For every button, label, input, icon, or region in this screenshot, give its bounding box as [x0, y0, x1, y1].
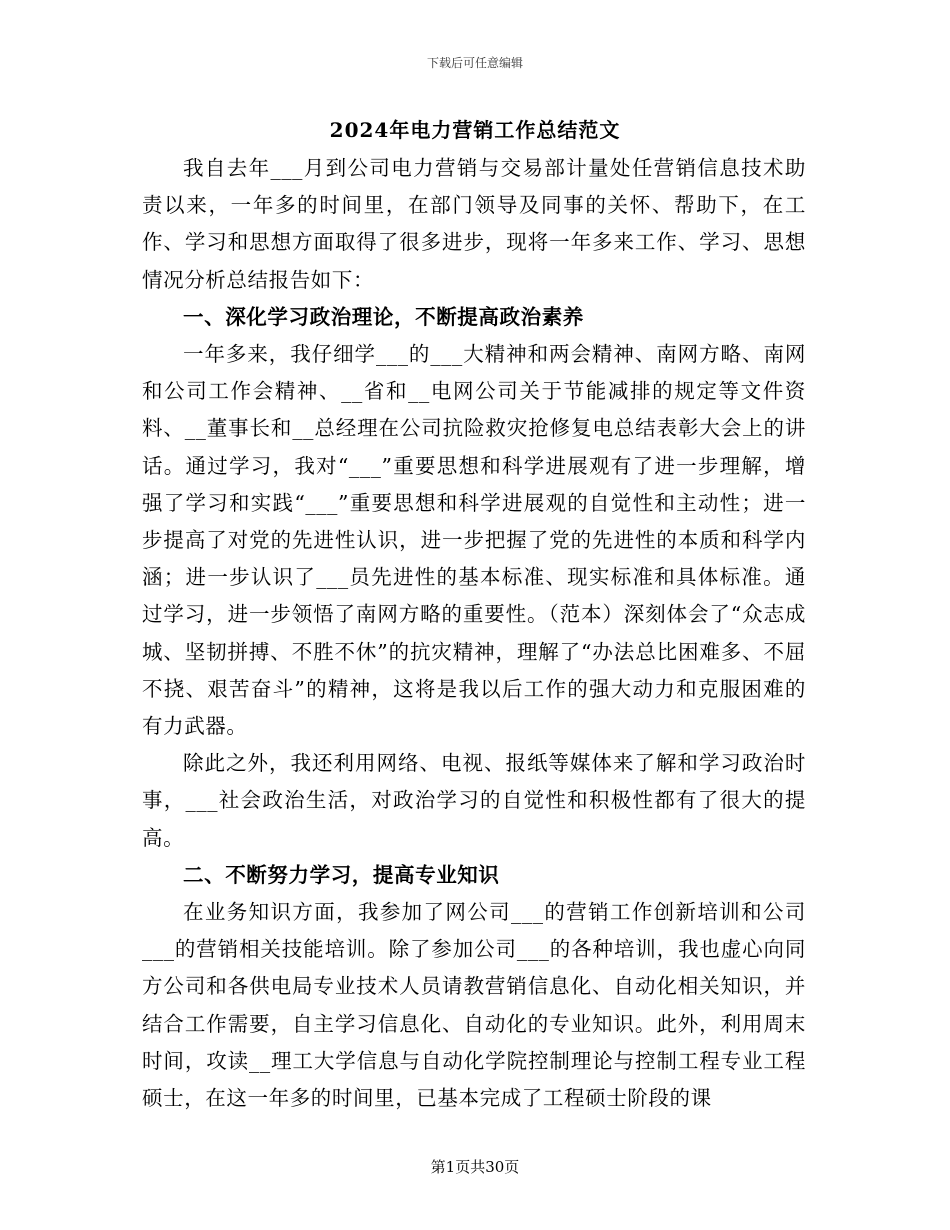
document-title: 2024年电力营销工作总结范文 [329, 118, 621, 142]
page-footer: 第1页共30页 [430, 1158, 520, 1176]
section-2-paragraph-1: 在业务知识方面，我参加了网公司___的营销工作创新培训和公司___的营销相关技能培训。除了参加公司___的各种培训，我也虚心向同方公司和各供电局专业技术人员请教营销信息化、自动化相关知识，并结合工作需要，自主学习信息化、自动化的专业知识。此外，利用周末时间，攻读__理工大学信息与自动化学院控制理论与控制工程专业工程硕士，在这一年多的时间里，已基本完成了工程硕士阶段的课 [142, 900, 806, 1111]
section-1-paragraph-1: 一年多来，我仔细学___的___大精神和两会精神、南网方略、南网和公司工作会精神、__省和__电网公司关于节能减排的规定等文件资料、__董事长和__总经理在公司抗险救灾抢修复电总结表彰大会上的讲话。通过学习，我对“___”重要思想和科学进展观有了进一步理解，增强了学习和实践“___”重要思想和科学进展观的自觉性和主动性；进一步提高了对党的先进性认识，进一步把握了党的先进性的本质和科学内涵；进一步认识了___员先进性的基本标准、现实标准和具体标准。通过学习，进一步领悟了南网方略的重要性。（范本）深刻体会了“众志成城、坚韧拼搏、不胜不休”的抗灾精神，理解了“办法总比困难多、不屈不挠、艰苦奋斗”的精神，这将是我以后工作的强大动力和克服困难的有力武器。 [142, 342, 806, 739]
intro-paragraph: 我自去年___月到公司电力营销与交易部计量处任营销信息技术助责以来，一年多的时间里，在部门领导及同事的关怀、帮助下，在工作、学习和思想方面取得了很多进步，现将一年多来工作、学习、思想情况分析总结报告如下： [142, 156, 806, 292]
section-heading-2: 二、不断努力学习，提高专业知识 [183, 862, 500, 887]
page-header: 下载后可任意编辑 [426, 56, 523, 70]
document-body [142, 150, 806, 1117]
section-1-paragraph-2: 除此之外，我还利用网络、电视、报纸等媒体来了解和学习政治时事，___社会政治生活，对政治学习的自觉性和积极性都有了很大的提高。 [142, 751, 806, 850]
section-heading-1: 一、深化学习政治理论，不断提高政治素养 [183, 304, 584, 329]
